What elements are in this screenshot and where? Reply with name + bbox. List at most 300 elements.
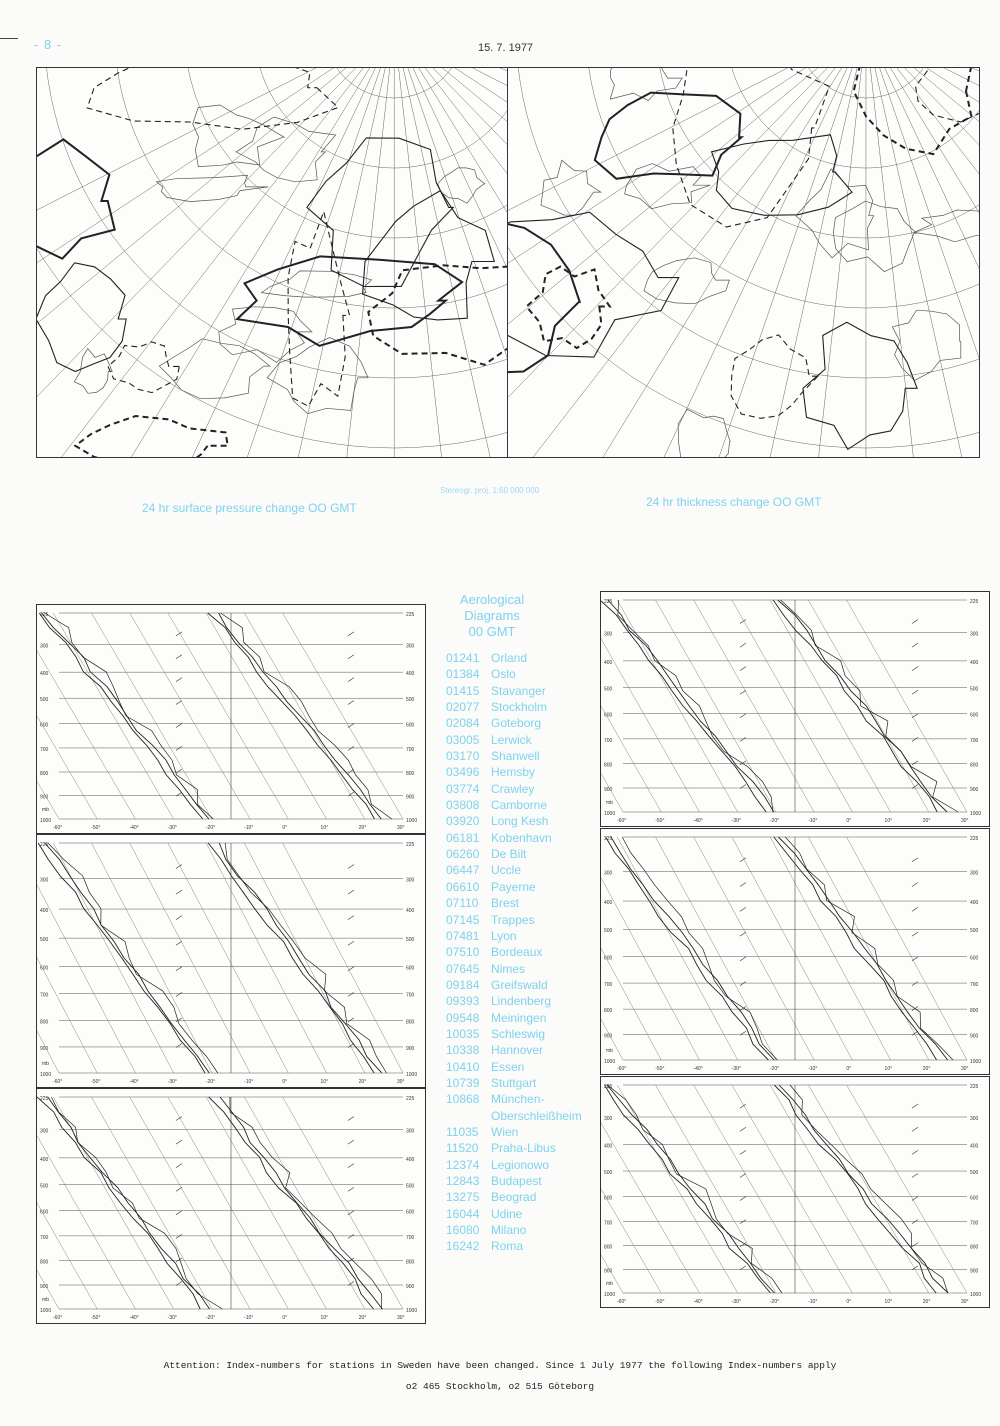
sounding-curve [219,613,382,819]
station-name: Schleswig [491,1026,546,1041]
pressure-label: 600 [970,712,979,719]
aerological-diagram-right-1 [600,591,990,827]
pressure-label: 1000 [40,1308,52,1314]
wind-barb [740,643,746,647]
pressure-label: 900 [970,1268,979,1275]
pressure-label: 900 [40,1283,49,1290]
wind-barb [912,982,918,986]
isotherm [601,837,699,1060]
pressure-label: 900 [604,1268,613,1275]
station-name: Legionowo [491,1157,550,1172]
pressure-label: 1000 [604,1292,616,1298]
isotherm [601,600,699,812]
meridian-line [866,68,979,457]
isotherm [91,843,211,1073]
pressure-label: 500 [406,697,415,704]
sounding-curve [608,600,774,812]
pressure-label: 500 [406,1183,415,1190]
page-date: 15. 7. 1977 [478,42,534,54]
pressure-label: 400 [604,1143,613,1150]
wind-barb [348,1187,354,1191]
station-id: 16242 [446,1239,480,1254]
diagram-left-1-drawing [37,605,425,833]
temperature-label: -60° [53,825,63,831]
wind-barb [176,723,182,727]
pressure-label: 225 [970,1084,979,1090]
pressure-label: 400 [970,900,979,907]
station-row [446,1091,600,1107]
meridian-line [866,68,979,457]
diagram-right-2-drawing [601,829,989,1074]
wind-barb [348,992,354,996]
station-row [446,797,600,813]
meridian-line [508,68,866,457]
pressure-label: 700 [604,982,613,989]
wind-barb [348,890,354,894]
station-row [446,1222,600,1238]
isotherm [732,837,852,1060]
station-id: 16044 [446,1206,480,1221]
station-id: 10410 [446,1059,480,1074]
sounding-curve [605,1085,771,1293]
station-list [446,650,600,1255]
station-row [446,1173,600,1189]
station-id: 07481 [446,928,480,943]
temperature-label: 0° [846,1066,852,1072]
isotherm [91,613,211,819]
isotherm [655,600,775,812]
station-id: 06610 [446,879,480,894]
isoline [288,212,350,407]
station-name: Kobenhavn [491,830,552,845]
temperature-label: -50° [655,1299,665,1305]
station-row [446,1189,600,1205]
pressure-label: 700 [970,737,979,744]
isotherm [732,1085,852,1293]
isotherm [168,613,288,819]
temperature-label: -10° [808,1066,818,1072]
temperature-label: 30° [961,1299,969,1305]
temperature-label: 0° [846,1299,852,1305]
isoline [87,68,338,129]
wind-barb [740,932,746,936]
wind-barb [912,1197,918,1201]
station-row [446,993,600,1009]
sounding-curve [230,1097,382,1309]
isotherm [53,613,173,819]
isoline [508,220,580,372]
station-id: 16080 [446,1223,480,1238]
isotherm [655,1085,775,1293]
coastline [156,175,268,201]
pressure-label: 600 [406,722,415,729]
station-id: 01384 [446,667,480,682]
pressure-label: 400 [406,671,415,678]
temperature-label: -40° [129,1079,139,1085]
station-id: 07145 [446,912,480,927]
wind-barb [176,916,182,920]
station-name-continued: Oberschleißheim [491,1108,582,1123]
diagram-right-3-drawing [601,1077,989,1307]
coastline [541,160,601,215]
wind-barb [348,1234,354,1238]
station-id: 07510 [446,945,480,960]
pressure-label: 225 [604,836,613,842]
wind-barb [912,667,918,671]
map-surface-pressure-drawing [37,68,507,457]
temperature-label: -50° [91,1079,101,1085]
station-name: Crawley [491,781,535,796]
page-number: - 8 - [34,37,63,52]
wind-barb [176,655,182,659]
station-name: Orland [491,651,528,665]
pressure-label: 600 [604,1195,613,1202]
station-row [446,1124,600,1140]
meridian-line [508,68,866,457]
temperature-label: -50° [655,1066,665,1072]
temperature-label: 10° [320,1315,329,1321]
pressure-label: 800 [406,1259,415,1266]
pressure-label: 1000 [406,1072,418,1078]
station-row [446,928,600,944]
station-id: 11035 [446,1124,479,1139]
aerological-diagram-right-2 [600,828,990,1075]
meridian-line [866,68,979,457]
wind-barb [740,982,746,986]
station-name: München- [491,1092,545,1107]
temperature-label: -40° [693,1299,703,1305]
meridian-line [866,68,979,457]
station-name: De Bilt [491,847,527,862]
pressure-label: 225 [604,1084,613,1090]
isotherm [91,1097,211,1309]
temperature-label: -20° [769,1299,780,1305]
meridian-line [866,68,979,457]
wind-barb [176,1018,182,1022]
station-row [446,781,600,797]
legend-title [440,592,544,640]
temperature-label: -10° [244,1315,254,1321]
temperature-label: -40° [129,1315,139,1321]
wind-barb [740,1173,746,1177]
meridian-line [508,68,866,457]
temperature-label: -50° [91,825,101,831]
sounding-curve [606,837,769,1060]
pressure-label: 225 [406,612,415,618]
wind-barb [348,941,354,945]
temperature-label: 30° [397,825,405,831]
temperature-label: -10° [808,818,818,824]
pressure-label: 1000 [970,1292,982,1298]
pressure-label: 225 [406,1096,415,1102]
wind-barb [912,714,918,718]
aerological-diagram-right-3 [600,1076,990,1308]
temperature-label: 30° [397,1315,405,1321]
station-row [446,732,600,748]
isotherm [655,837,775,1060]
wind-barb [348,916,354,920]
meridian-line [767,68,866,457]
isoline [75,416,228,457]
pressure-label: 700 [970,982,979,989]
station-id: 09548 [446,1010,480,1025]
meridian-line [37,68,394,437]
temperature-label: -10° [808,1299,818,1305]
station-name: Wien [491,1124,519,1139]
pressure-label: 1000 [604,811,616,817]
pressure-label: 900 [604,1033,613,1040]
temperature-label: -60° [617,1299,627,1305]
temperature-label: -60° [53,1079,63,1085]
pressure-label: 300 [970,1116,979,1123]
wind-barb [176,1140,182,1144]
isotherm [617,837,737,1060]
station-id: 10338 [446,1043,480,1058]
parallel-circle [184,68,507,238]
pressure-label: 600 [40,965,49,972]
station-row [446,683,600,699]
isotherm [168,843,288,1073]
pressure-label: 1000 [970,811,982,817]
wind-barb [348,967,354,971]
temperature-label: 10° [884,1299,893,1305]
station-name: Meiningen [491,1010,547,1025]
pressure-label: 500 [970,686,979,693]
pressure-label: 500 [970,928,979,935]
pressure-label: 1000 [40,818,52,824]
coastline [236,117,336,182]
wind-barb [176,1258,182,1262]
map-thickness-change [507,67,980,458]
isotherm [694,1085,814,1293]
isotherm [847,1085,967,1293]
temperature-label: 20° [922,1066,931,1072]
wind-barb [348,632,354,636]
temperature-label: -40° [693,818,703,824]
sounding-curve [785,837,953,1060]
wind-barb [740,737,746,741]
unit-label: mb [606,800,613,806]
station-name: Essen [491,1059,525,1074]
pressure-label: 300 [604,631,613,638]
station-row [446,879,600,895]
sounding-curve [37,1097,200,1309]
station-name: Budapest [491,1174,542,1188]
pressure-label: 400 [604,659,613,666]
unit-label: mb [42,1061,49,1067]
isotherm [770,837,890,1060]
sounding-curve [209,1097,374,1309]
station-name: Trappes [491,912,535,927]
wind-barb [912,643,918,647]
temperature-label: 20° [922,1299,931,1305]
station-name: Payerne [491,879,536,894]
wind-barb [740,1243,746,1247]
pressure-label: 800 [604,1008,613,1015]
wind-barb [348,769,354,773]
map-surface-pressure-change [36,67,508,458]
station-id: 01241 [446,651,480,665]
temperature-label: -20° [205,1315,216,1321]
pressure-label: 700 [406,1234,415,1241]
temperature-label: 30° [961,818,969,824]
pressure-label: 500 [970,1170,979,1177]
wind-barb [176,746,182,750]
wind-barb [176,1211,182,1215]
pressure-label: 800 [40,771,49,778]
wind-barb [740,1197,746,1201]
sounding-curve [774,1085,936,1293]
meridian-line [508,68,866,457]
sounding-curve [778,600,947,812]
pressure-label: 900 [406,794,415,801]
station-name: Udine [491,1206,523,1221]
temperature-label: -30° [731,1299,741,1305]
temperature-label: -40° [693,1066,703,1072]
isoline [527,267,610,348]
pressure-label: 300 [40,643,49,650]
station-row [446,1075,600,1091]
sounding-curve [208,843,374,1073]
wind-barb [348,678,354,682]
temperature-label: -60° [53,1315,63,1321]
station-id: 11520 [446,1141,479,1156]
pressure-label: 1000 [406,818,418,824]
pressure-label: 300 [406,643,415,650]
pressure-label: 300 [40,877,49,884]
wind-barb [740,907,746,911]
pressure-label: 300 [406,877,415,884]
temperature-label: -30° [167,825,177,831]
station-name: Greifswald [491,977,548,992]
sounding-curve [45,843,210,1073]
isotherm [808,837,928,1060]
temperature-label: 0° [282,825,288,831]
station-name: Stuttgart [491,1075,537,1090]
pressure-label: 800 [604,762,613,769]
pressure-label: 300 [604,870,613,877]
station-id: 09393 [446,994,480,1009]
footer-stations: o2 465 Stockholm, o2 515 Göteborg [405,1381,595,1392]
wind-barb [740,1150,746,1154]
isoline [108,342,179,393]
station-id: 06181 [446,830,480,845]
wind-barb [912,1127,918,1131]
pressure-label: 800 [604,1244,613,1251]
wind-barb [912,1104,918,1108]
isoline [595,93,742,179]
station-id: 10868 [446,1092,480,1107]
station-id: 07110 [446,896,479,911]
sounding-curve [601,600,766,812]
pressure-label: 300 [604,1116,613,1123]
station-id: 10739 [446,1075,480,1090]
meridian-line [508,68,866,457]
temperature-label: 30° [961,1066,969,1072]
wind-barb [912,620,918,624]
pressure-label: 225 [604,599,613,605]
pressure-label: 400 [40,1156,49,1163]
station-row [446,748,600,764]
coastline [678,409,730,457]
wind-barb [348,865,354,869]
pressure-label: 800 [970,1008,979,1015]
pressure-label: 400 [406,908,415,915]
temperature-label: -60° [617,818,627,824]
wind-barb [176,890,182,894]
meridian-line [670,68,866,457]
temperature-label: 0° [282,1315,288,1321]
station-name: Bordeaux [491,945,543,960]
parallel-circle [726,68,979,168]
left-map-caption: 24 hr surface pressure change OO GMT [142,501,357,515]
station-name: Stockholm [491,700,548,715]
wind-barb [912,690,918,694]
corner-rule [0,38,18,39]
pressure-label: 300 [970,870,979,877]
legend-block [440,592,600,1255]
coastline [914,210,979,242]
temperature-label: 0° [282,1079,288,1085]
wind-barb [740,761,746,765]
station-name: Nimes [491,961,526,976]
wind-barb [912,761,918,765]
station-id: 03920 [446,814,480,829]
wind-barb [740,1220,746,1224]
meridian-line [37,68,394,457]
station-row [446,944,600,960]
wind-barb [176,701,182,705]
pressure-label: 700 [406,746,415,753]
isotherm [694,600,814,812]
pressure-label: 600 [406,965,415,972]
pressure-label: 800 [970,762,979,769]
temperature-label: -10° [244,1079,254,1085]
pressure-label: 700 [604,1220,613,1227]
station-id: 03170 [446,749,480,764]
sounding-curve [618,600,773,812]
station-id: 06260 [446,847,480,862]
footer-note: Attention: Index-numbers for stations in Sweden have been changed. Since 1 July 1977 the following Index-numbers apply [163,1360,837,1371]
station-row [446,1042,600,1058]
station-id: 03005 [446,732,480,747]
station-row [446,862,600,878]
meridian-line [866,68,965,457]
pressure-label: 600 [604,712,613,719]
temperature-label: 20° [358,1315,367,1321]
wind-barb [912,858,918,862]
station-row [446,1140,600,1156]
station-row [446,830,600,846]
coastline [159,339,270,399]
temperature-label: -60° [617,1066,627,1072]
wind-barb [740,883,746,887]
meridian-line [866,68,979,457]
station-row [446,1157,600,1173]
station-id: 02084 [446,716,480,731]
pressure-label: 900 [970,1033,979,1040]
wind-barb [176,1187,182,1191]
meridian-line [37,68,394,457]
pressure-label: 900 [604,786,613,793]
station-name: Camborne [491,798,548,813]
isotherm [244,613,364,819]
meridian-line [866,68,979,457]
temperature-label: -30° [731,1066,741,1072]
pressure-label: 225 [40,1096,49,1102]
station-name: Long Kesh [491,814,549,829]
station-id: 10035 [446,1026,480,1041]
